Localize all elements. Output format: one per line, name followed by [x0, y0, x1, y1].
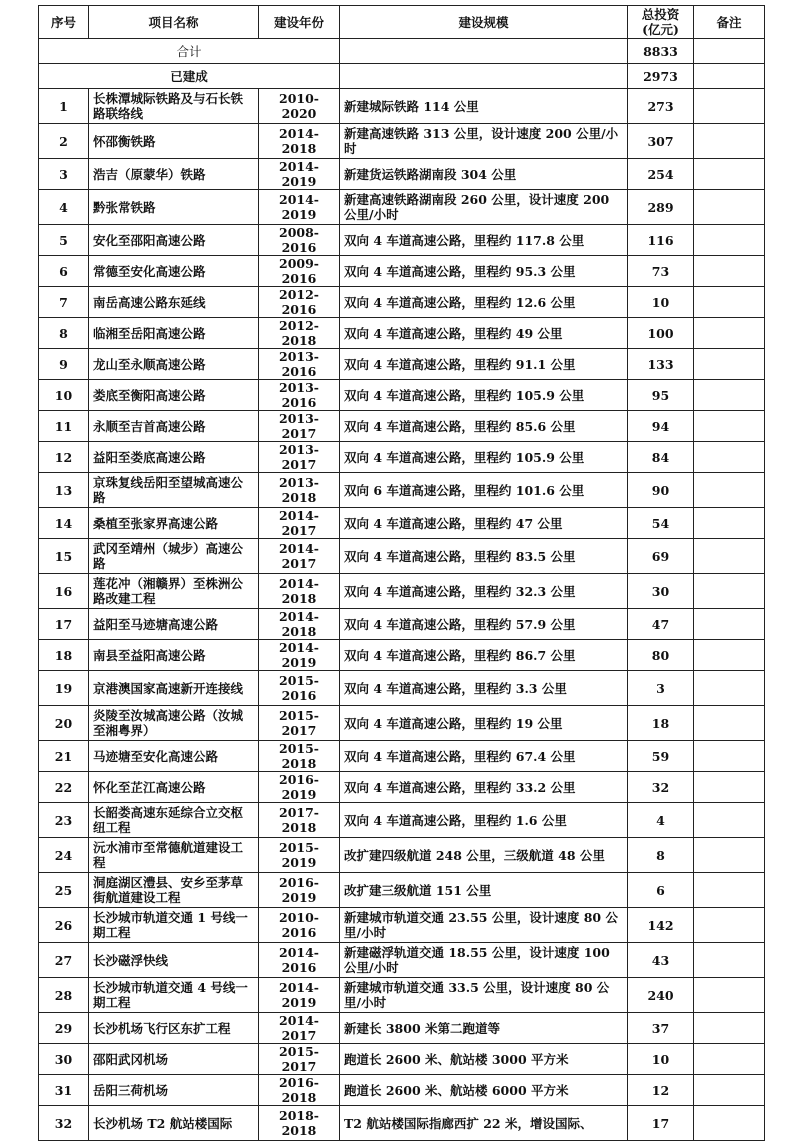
row-number: 12 [39, 442, 89, 473]
row-project-name: 长沙城市轨道交通 1 号线一期工程 [89, 908, 259, 943]
table-row [39, 225, 765, 256]
table-row [39, 772, 765, 803]
row-years: 2013-2016 [259, 380, 340, 411]
row-investment: 30 [628, 574, 694, 609]
row-project-name: 长沙机场飞行区东扩工程 [89, 1013, 259, 1044]
row-years: 2014-2019 [259, 190, 340, 225]
row-investment: 3 [628, 671, 694, 706]
row-scale: T2 航站楼国际指廊西扩 22 米，增设国际、 [340, 1106, 628, 1141]
row-investment: 133 [628, 349, 694, 380]
row-scale: 新建高速铁路 313 公里，设计速度 200 公里/小时 [340, 124, 628, 159]
table-row [39, 978, 765, 1013]
project-table [38, 5, 765, 1141]
row-project-name: 桑植至张家界高速公路 [89, 508, 259, 539]
row-years: 2015-2017 [259, 1044, 340, 1075]
row-project-name: 益阳至马迹塘高速公路 [89, 609, 259, 640]
row-scale: 双向 4 车道高速公路，里程约 49 公里 [340, 318, 628, 349]
row-project-name: 沅水浦市至常德航道建设工程 [89, 838, 259, 873]
row-note [694, 124, 765, 159]
table-row [39, 943, 765, 978]
table-row [39, 508, 765, 539]
row-number: 9 [39, 349, 89, 380]
row-scale: 双向 4 车道高速公路，里程约 85.6 公里 [340, 411, 628, 442]
row-project-name: 南岳高速公路东延线 [89, 287, 259, 318]
row-scale: 新建磁浮轨道交通 18.55 公里，设计速度 100 公里/小时 [340, 943, 628, 978]
row-investment: 116 [628, 225, 694, 256]
table-row [39, 908, 765, 943]
row-number: 27 [39, 943, 89, 978]
row-number: 22 [39, 772, 89, 803]
row-years: 2016-2019 [259, 873, 340, 908]
row-project-name: 京港澳国家高速新开连接线 [89, 671, 259, 706]
row-number: 32 [39, 1106, 89, 1141]
row-years: 2018-2018 [259, 1106, 340, 1141]
row-note [694, 256, 765, 287]
row-note [694, 89, 765, 124]
row-number: 13 [39, 473, 89, 508]
row-scale: 双向 4 车道高速公路，里程约 83.5 公里 [340, 539, 628, 574]
row-project-name: 京珠复线岳阳至望城高速公路 [89, 473, 259, 508]
table-row [39, 473, 765, 508]
row-investment: 100 [628, 318, 694, 349]
row-note [694, 671, 765, 706]
row-scale: 双向 4 车道高速公路，里程约 67.4 公里 [340, 741, 628, 772]
row-project-name: 长沙机场 T2 航站楼国际 [89, 1106, 259, 1141]
row-note [694, 943, 765, 978]
row-project-name: 怀化至芷江高速公路 [89, 772, 259, 803]
row-scale: 新建城市轨道交通 23.55 公里，设计速度 80 公里/小时 [340, 908, 628, 943]
row-investment: 4 [628, 803, 694, 838]
total-value: 8833 [628, 39, 694, 64]
row-years: 2013-2017 [259, 442, 340, 473]
row-years: 2014-2018 [259, 574, 340, 609]
row-scale: 双向 4 车道高速公路，里程约 32.3 公里 [340, 574, 628, 609]
row-years: 2014-2019 [259, 978, 340, 1013]
row-note [694, 1044, 765, 1075]
row-project-name: 怀邵衡铁路 [89, 124, 259, 159]
row-scale: 双向 4 车道高速公路，里程约 95.3 公里 [340, 256, 628, 287]
row-project-name: 马迹塘至安化高速公路 [89, 741, 259, 772]
row-years: 2014-2016 [259, 943, 340, 978]
row-scale: 双向 6 车道高速公路，里程约 101.6 公里 [340, 473, 628, 508]
row-number: 5 [39, 225, 89, 256]
row-project-name: 浩吉（原蒙华）铁路 [89, 159, 259, 190]
row-number: 10 [39, 380, 89, 411]
row-years: 2014-2017 [259, 539, 340, 574]
row-investment: 95 [628, 380, 694, 411]
row-scale: 双向 4 车道高速公路，里程约 57.9 公里 [340, 609, 628, 640]
table-row [39, 539, 765, 574]
row-scale: 双向 4 车道高速公路，里程约 3.3 公里 [340, 671, 628, 706]
row-scale: 双向 4 车道高速公路，里程约 12.6 公里 [340, 287, 628, 318]
row-years: 2014-2017 [259, 508, 340, 539]
row-number: 8 [39, 318, 89, 349]
row-investment: 142 [628, 908, 694, 943]
row-project-name: 临湘至岳阳高速公路 [89, 318, 259, 349]
row-note [694, 190, 765, 225]
row-note [694, 640, 765, 671]
row-number: 1 [39, 89, 89, 124]
table-row [39, 741, 765, 772]
row-years: 2014-2019 [259, 159, 340, 190]
total-label: 合计 [39, 39, 340, 64]
row-years: 2015-2019 [259, 838, 340, 873]
row-years: 2014-2017 [259, 1013, 340, 1044]
table-row [39, 671, 765, 706]
row-number: 4 [39, 190, 89, 225]
row-number: 29 [39, 1013, 89, 1044]
row-years: 2014-2018 [259, 124, 340, 159]
table-row [39, 838, 765, 873]
row-project-name: 岳阳三荷机场 [89, 1075, 259, 1106]
row-project-name: 安化至邵阳高速公路 [89, 225, 259, 256]
table-row [39, 803, 765, 838]
row-number: 21 [39, 741, 89, 772]
row-years: 2013-2017 [259, 411, 340, 442]
row-scale: 新建城市轨道交通 33.5 公里，设计速度 80 公里/小时 [340, 978, 628, 1013]
row-note [694, 442, 765, 473]
row-scale: 双向 4 车道高速公路，里程约 86.7 公里 [340, 640, 628, 671]
row-scale: 双向 4 车道高速公路，里程约 47 公里 [340, 508, 628, 539]
row-investment: 12 [628, 1075, 694, 1106]
row-years: 2010-2016 [259, 908, 340, 943]
header-scale: 建设规模 [340, 6, 628, 39]
table-row [39, 411, 765, 442]
table-row [39, 124, 765, 159]
row-project-name: 炎陵至汝城高速公路（汝城至湘粤界） [89, 706, 259, 741]
row-years: 2016-2018 [259, 1075, 340, 1106]
table-row [39, 287, 765, 318]
row-number: 20 [39, 706, 89, 741]
row-scale: 双向 4 车道高速公路，里程约 105.9 公里 [340, 380, 628, 411]
table-row [39, 256, 765, 287]
row-note [694, 1013, 765, 1044]
row-number: 11 [39, 411, 89, 442]
row-number: 16 [39, 574, 89, 609]
header-name: 项目名称 [89, 6, 259, 39]
header-seq: 序号 [39, 6, 89, 39]
row-years: 2013-2016 [259, 349, 340, 380]
row-project-name: 莲花冲（湘赣界）至株洲公路改建工程 [89, 574, 259, 609]
row-scale: 双向 4 车道高速公路，里程约 33.2 公里 [340, 772, 628, 803]
row-scale: 双向 4 车道高速公路，里程约 1.6 公里 [340, 803, 628, 838]
table-row [39, 159, 765, 190]
row-scale: 双向 4 车道高速公路，里程约 19 公里 [340, 706, 628, 741]
row-number: 3 [39, 159, 89, 190]
row-years: 2009-2016 [259, 256, 340, 287]
row-investment: 90 [628, 473, 694, 508]
row-number: 14 [39, 508, 89, 539]
row-note [694, 225, 765, 256]
total-scale-cell [340, 39, 628, 64]
row-note [694, 539, 765, 574]
row-scale: 跑道长 2600 米、航站楼 6000 平方米 [340, 1075, 628, 1106]
row-years: 2014-2019 [259, 640, 340, 671]
row-project-name: 南县至益阳高速公路 [89, 640, 259, 671]
row-project-name: 洞庭湖区澧县、安乡至茅草街航道建设工程 [89, 873, 259, 908]
row-investment: 18 [628, 706, 694, 741]
row-note [694, 508, 765, 539]
row-years: 2013-2018 [259, 473, 340, 508]
table-row [39, 574, 765, 609]
row-investment: 69 [628, 539, 694, 574]
row-note [694, 318, 765, 349]
row-note [694, 411, 765, 442]
row-note [694, 706, 765, 741]
row-note [694, 287, 765, 318]
row-investment: 10 [628, 1044, 694, 1075]
row-number: 30 [39, 1044, 89, 1075]
row-years: 2016-2019 [259, 772, 340, 803]
table-row [39, 1013, 765, 1044]
built-label: 已建成 [39, 64, 340, 89]
row-project-name: 长沙城市轨道交通 4 号线一期工程 [89, 978, 259, 1013]
row-note [694, 1075, 765, 1106]
row-investment: 47 [628, 609, 694, 640]
row-investment: 80 [628, 640, 694, 671]
row-scale: 新建高速铁路湖南段 260 公里，设计速度 200 公里/小时 [340, 190, 628, 225]
row-project-name: 长沙磁浮快线 [89, 943, 259, 978]
row-note [694, 473, 765, 508]
row-number: 25 [39, 873, 89, 908]
row-note [694, 838, 765, 873]
row-project-name: 长韶娄高速东延综合立交枢纽工程 [89, 803, 259, 838]
row-scale: 新建长 3800 米第二跑道等 [340, 1013, 628, 1044]
row-investment: 254 [628, 159, 694, 190]
row-investment: 37 [628, 1013, 694, 1044]
row-number: 7 [39, 287, 89, 318]
row-scale: 改扩建三级航道 151 公里 [340, 873, 628, 908]
table-row [39, 318, 765, 349]
row-investment: 240 [628, 978, 694, 1013]
header-note: 备注 [694, 6, 765, 39]
row-note [694, 873, 765, 908]
row-number: 6 [39, 256, 89, 287]
row-note [694, 741, 765, 772]
table-row [39, 706, 765, 741]
header-row [39, 6, 765, 39]
row-project-name: 邵阳武冈机场 [89, 1044, 259, 1075]
row-investment: 94 [628, 411, 694, 442]
row-number: 26 [39, 908, 89, 943]
row-scale: 新建城际铁路 114 公里 [340, 89, 628, 124]
row-project-name: 娄底至衡阳高速公路 [89, 380, 259, 411]
table-row [39, 873, 765, 908]
row-project-name: 永顺至吉首高速公路 [89, 411, 259, 442]
row-years: 2015-2018 [259, 741, 340, 772]
row-years: 2015-2017 [259, 706, 340, 741]
row-number: 23 [39, 803, 89, 838]
row-scale: 双向 4 车道高速公路，里程约 117.8 公里 [340, 225, 628, 256]
table-row [39, 1106, 765, 1141]
row-note [694, 1106, 765, 1141]
row-scale: 双向 4 车道高速公路，里程约 91.1 公里 [340, 349, 628, 380]
table-row [39, 89, 765, 124]
table-row [39, 442, 765, 473]
row-investment: 43 [628, 943, 694, 978]
row-investment: 6 [628, 873, 694, 908]
table-row [39, 380, 765, 411]
row-project-name: 益阳至娄底高速公路 [89, 442, 259, 473]
row-number: 15 [39, 539, 89, 574]
row-investment: 84 [628, 442, 694, 473]
row-number: 18 [39, 640, 89, 671]
row-number: 31 [39, 1075, 89, 1106]
row-years: 2008-2016 [259, 225, 340, 256]
row-years: 2017-2018 [259, 803, 340, 838]
total-note-cell [694, 39, 765, 64]
table-row [39, 1044, 765, 1075]
table-row [39, 1075, 765, 1106]
row-note [694, 609, 765, 640]
row-project-name: 龙山至永顺高速公路 [89, 349, 259, 380]
row-note [694, 908, 765, 943]
row-number: 28 [39, 978, 89, 1013]
row-project-name: 常德至安化高速公路 [89, 256, 259, 287]
row-investment: 10 [628, 287, 694, 318]
table-row [39, 349, 765, 380]
built-scale-cell [340, 64, 628, 89]
row-note [694, 803, 765, 838]
row-years: 2010-2020 [259, 89, 340, 124]
row-investment: 289 [628, 190, 694, 225]
row-scale: 新建货运铁路湖南段 304 公里 [340, 159, 628, 190]
row-number: 24 [39, 838, 89, 873]
row-note [694, 380, 765, 411]
row-investment: 73 [628, 256, 694, 287]
row-note [694, 978, 765, 1013]
row-note [694, 159, 765, 190]
table-row [39, 190, 765, 225]
table-row [39, 609, 765, 640]
row-investment: 59 [628, 741, 694, 772]
row-project-name: 长株潭城际铁路及与石长铁路联络线 [89, 89, 259, 124]
header-invest: 总投资 (亿元) [628, 6, 694, 39]
row-years: 2014-2018 [259, 609, 340, 640]
row-investment: 307 [628, 124, 694, 159]
row-investment: 54 [628, 508, 694, 539]
table-row [39, 640, 765, 671]
row-years: 2015-2016 [259, 671, 340, 706]
row-scale: 跑道长 2600 米、航站楼 3000 平方米 [340, 1044, 628, 1075]
row-note [694, 772, 765, 803]
row-project-name: 武冈至靖州（城步）高速公路 [89, 539, 259, 574]
row-note [694, 349, 765, 380]
row-investment: 17 [628, 1106, 694, 1141]
row-scale: 双向 4 车道高速公路，里程约 105.9 公里 [340, 442, 628, 473]
row-investment: 32 [628, 772, 694, 803]
built-row [39, 64, 765, 89]
row-years: 2012-2016 [259, 287, 340, 318]
row-years: 2012-2018 [259, 318, 340, 349]
row-note [694, 574, 765, 609]
built-value: 2973 [628, 64, 694, 89]
built-note-cell [694, 64, 765, 89]
row-scale: 改扩建四级航道 248 公里，三级航道 48 公里 [340, 838, 628, 873]
row-investment: 273 [628, 89, 694, 124]
row-number: 17 [39, 609, 89, 640]
header-years: 建设年份 [259, 6, 340, 39]
row-project-name: 黔张常铁路 [89, 190, 259, 225]
total-row [39, 39, 765, 64]
row-number: 19 [39, 671, 89, 706]
row-number: 2 [39, 124, 89, 159]
row-investment: 8 [628, 838, 694, 873]
